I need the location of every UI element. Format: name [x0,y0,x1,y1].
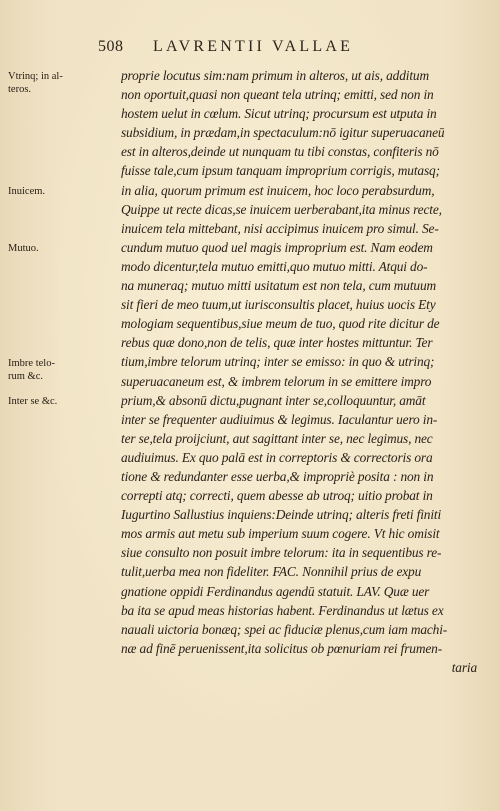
margin-note-line: rum &c. [8,370,43,382]
page-header [98,38,478,62]
text-line: siue consulto non posuit imbre telorum: ita in sequentibus re- [121,545,442,561]
page-number: 508 [98,38,124,55]
text-line: nauali uictoria bonæq; spei ac fiduciæ plenus,cum iam machi- [121,621,448,637]
text-line: in alia, quorum primum est inuicem, hoc loco perabsurdum, [121,182,435,198]
text-line: mologiam sequentibus,siue meum de tuo, quod rite dicitur de [121,316,440,332]
text-line: inuicem tela mittebant, nisi accipimus inuicem pro simul. Se- [121,220,439,236]
text-line: ba ita se apud meas historias habent. Ferdinandus ut lætus ex [121,602,444,618]
margin-note [8,395,116,408]
text-line: non oportuit,quasi non queant tela utrinq; emitti, sed non in [121,87,434,103]
text-line: tione & redundanter esse uerba,& impropriè posita : non in [121,468,434,484]
catchword: taria [451,659,477,675]
text-line: est in alteros,deinde ut nunquam tu tibi constas, confiteris nō [121,144,439,160]
text-line: subsidium, in prædam,in spectaculum:nō igitur superuacaneū [121,125,445,141]
margin-note-line: Inuicem. [8,185,46,197]
margin-note [8,357,116,383]
text-line: ter se,tela proijciunt, aut sagittant inter se, nec legimus, nec [121,430,433,446]
text-line: fuisse tale,cum ipsum tanquam improprium corrigis, mutasq; [121,163,440,179]
text-line: hostem uelut in cœlum. Sicut utrinq; procursum est utputa in [121,106,437,122]
text-line: proprie locutus sim:nam primum in alteros, ut ais, additum [121,68,429,83]
text-line: tulit,uerba mea non fideliter. FAC. Nonnihil prius de expu [121,564,422,580]
text-line: gnatione oppidi Ferdinandus agendū statuit. LAV. Quæ uer [121,583,430,599]
text-line: rebus quæ dono,non de telis, quæ inter hostes mittuntur. Ter [121,335,433,351]
text-line: prium,& absonū dictu,pugnant inter se,colloquuntur, amāt [121,392,426,408]
margin-note-line: teros. [8,84,32,95]
text-line: næ ad finē peruenissent,ita solicitus ob pœnuriam rei frumen- [121,640,443,656]
text-line: superuacaneum est, & imbrem telorum in se emittere impro [121,373,432,389]
text-line: sit fieri de meo tuum,ut iurisconsultis placet, huius uocis Ety [121,297,436,313]
text-line: cundum mutuo quod uel magis improprium est. Nam eodem [121,239,433,255]
text-line: correpti atq; correcti, quem abesse ab utroq; uitio probat in [121,488,433,504]
margin-note [8,242,116,255]
text-line: inter se frequenter audiuimus & legimus. Iaculantur uero in- [121,411,438,427]
margin-note-line: Inter se &c. [8,395,58,407]
margin-note [8,185,116,198]
text-line: Iugurtino Sallustius inquiens:Deinde utrinq; alteris freti finiti [121,507,442,523]
text-line: audiuimus. Ex quo palā est in correptoris & correctoris ora [121,449,433,465]
margin-note-line: Vtrinq; in al- [8,71,63,82]
text-line: tium,imbre telorum utrinq; inter se emisso: in quo & utrinq; [121,354,435,370]
text-line: modo dicentur,tela mutuo emitti,quo mutuo mitti. Atqui do- [121,258,428,274]
running-title: LAVRENTII VALLAE [153,38,354,55]
text-line: mos armis aut metu sub imperium suum cogere. Vt hic omisit [121,526,440,542]
text-line: Quippe ut recte dicas,se inuicem uerberabant,ita minus recte, [121,201,442,217]
body-text [121,66,477,677]
text-line: na muneraq; mutuo mitti usitatum est non tela, cum mutuum [121,278,437,294]
margin-note [8,70,116,96]
margin-note-line: Imbre telo- [8,357,55,369]
margin-note-line: Mutuo. [8,242,39,254]
